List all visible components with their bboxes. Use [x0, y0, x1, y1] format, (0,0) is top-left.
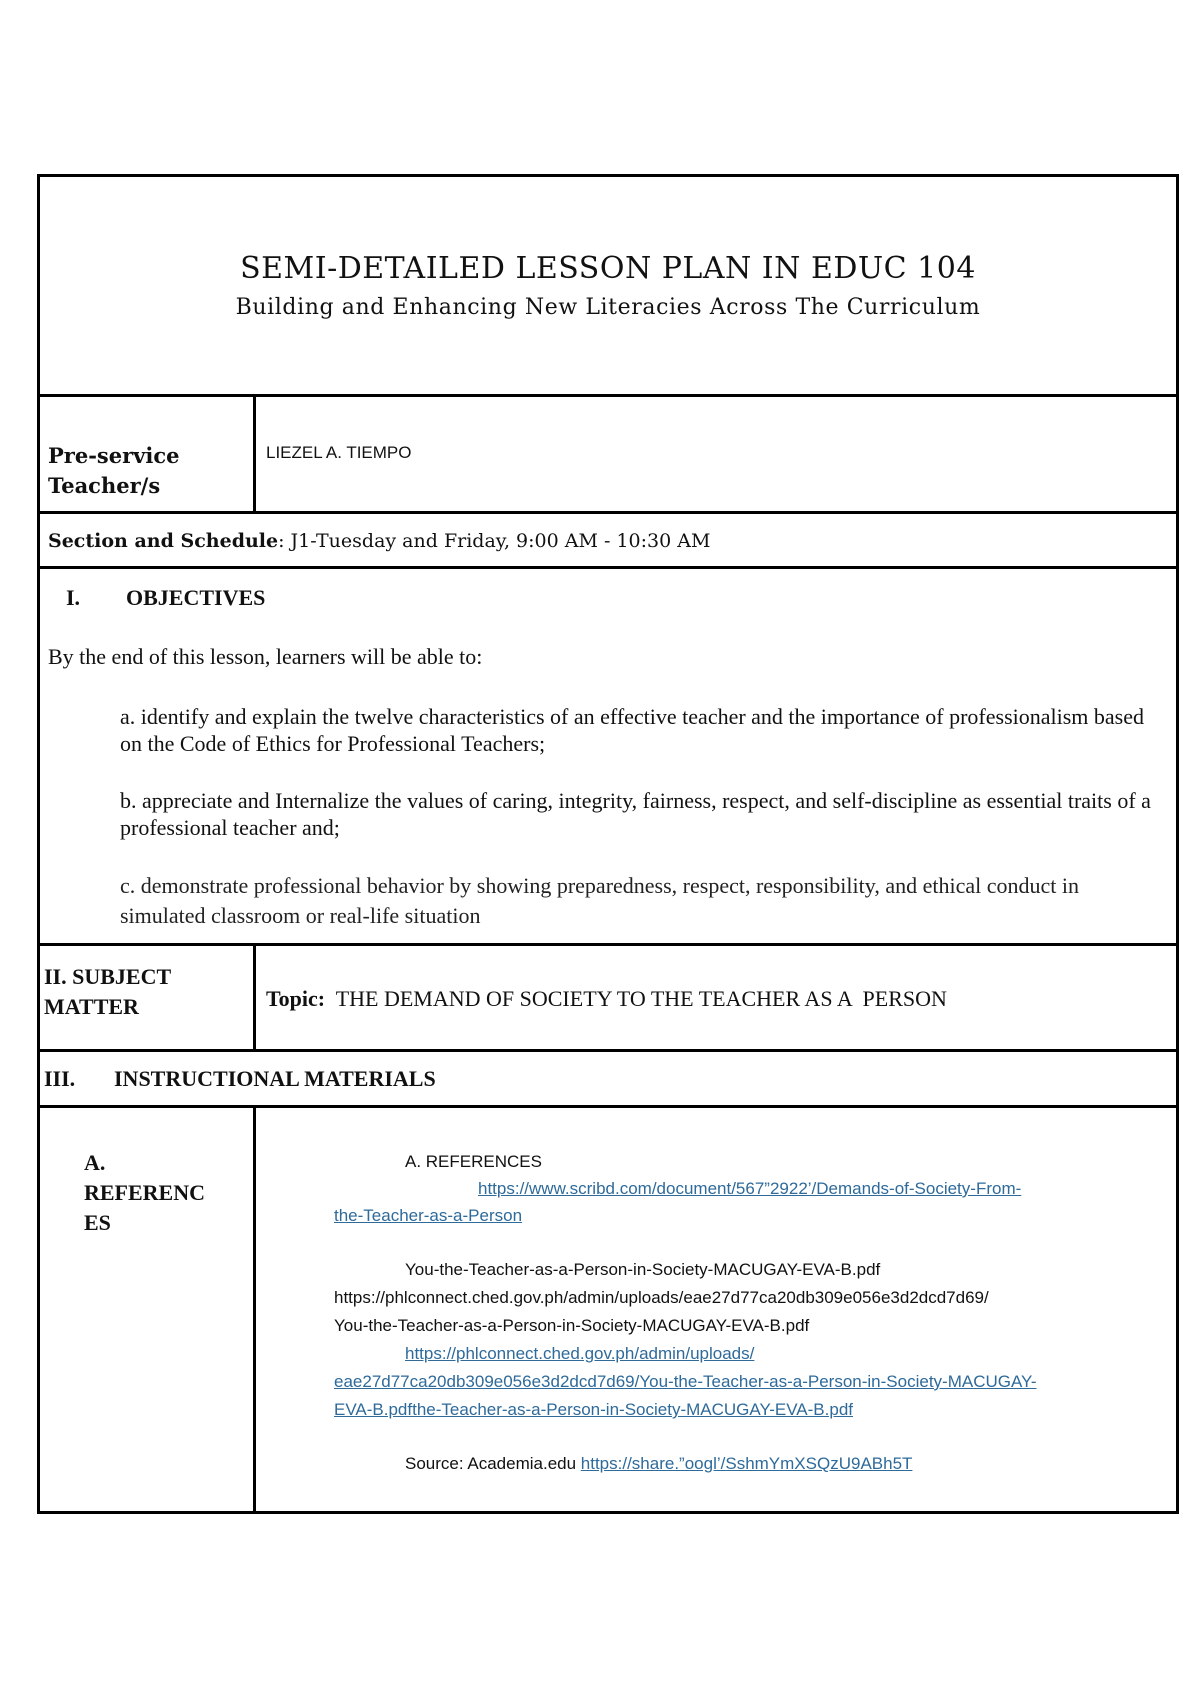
- materials-number: III.: [44, 1066, 76, 1091]
- objective-item-c: c. demonstrate professional behavior by showing preparedness, respect, responsibility, and ethical conduct in simulated classroom or real-life situation: [120, 873, 1079, 928]
- scribd-link-line2[interactable]: the-Teacher-as-a-Person: [334, 1206, 523, 1225]
- references-row: [40, 1105, 1176, 1511]
- subject-label-line1: II. SUBJECT: [44, 964, 172, 989]
- topic: [256, 946, 1176, 1049]
- teacher-label: [40, 397, 256, 511]
- reference-filename-2: You-the-Teacher-as-a-Person-in-Society-MACUGAY-EVA-B.pdf: [334, 1316, 810, 1335]
- objectives-title: OBJECTIVES: [126, 585, 266, 610]
- section-value: J1-Tuesday and Friday, 9:00 AM - 10:30 AM: [284, 530, 711, 552]
- references-label: [40, 1108, 256, 1511]
- ched-link-line1[interactable]: https://phlconnect.ched.gov.ph/admin/uploads/: [405, 1344, 755, 1363]
- subject-matter-label: [40, 946, 256, 1049]
- objective-item-a: a. identify and explain the twelve characteristics of an effective teacher and the importance of professionalism based on the Code of Ethics for Professional Teachers;: [120, 704, 1144, 756]
- document-subtitle: Building and Enhancing New Literacies Across The Curriculum: [235, 295, 981, 320]
- objectives-intro: By the end of this lesson, learners will be able to:: [48, 644, 483, 669]
- objective-item-b: b. appreciate and Internalize the values of caring, integrity, fairness, respect, and self-discipline as essential traits of a professional teacher and;: [120, 788, 1151, 840]
- source-line: [405, 1450, 912, 1478]
- scribd-link-line1[interactable]: https://www.scribd.com/document/567”2922’/Demands-of-Society-From-: [478, 1179, 1022, 1198]
- reference-filename: You-the-Teacher-as-a-Person-in-Society-MACUGAY-EVA-B.pdf: [405, 1260, 881, 1279]
- objectives-heading: [66, 585, 265, 611]
- references-heading: A. REFERENCES: [405, 1152, 542, 1171]
- reference-url-text: https://phlconnect.ched.gov.ph/admin/uploads/eae27d77ca20db309e056e3d2dcd7d69/: [334, 1288, 989, 1307]
- subject-matter-row: [40, 943, 1176, 1049]
- references-label-line3: ES: [84, 1210, 111, 1235]
- teacher-label-line1: Pre-service: [48, 443, 180, 468]
- lesson-plan-table: [37, 174, 1179, 1514]
- subject-label-line2: MATTER: [44, 994, 139, 1019]
- teacher-row: [40, 394, 1176, 511]
- section-separator: :: [278, 530, 285, 552]
- ched-link-line2[interactable]: eae27d77ca20db309e056e3d2dcd7d69/You-the-Teacher-as-a-Person-in-Society-MACUGAY-: [334, 1372, 1037, 1391]
- document-title: SEMI-DETAILED LESSON PLAN IN EDUC 104: [240, 251, 976, 286]
- teacher-name: LIEZEL A. TIEMPO: [266, 443, 412, 462]
- ched-link-line3[interactable]: EVA-B.pdfthe-Teacher-as-a-Person-in-Society-MACUGAY-EVA-B.pdf: [334, 1400, 854, 1419]
- topic-label: Topic:: [266, 986, 326, 1011]
- title-row: [40, 177, 1176, 394]
- objectives-row: [40, 566, 1176, 943]
- references-label-line1: A.: [84, 1150, 106, 1175]
- source-link[interactable]: https://share.”oogl’/SshmYmXSQzU9ABh5T: [580, 1454, 913, 1473]
- instructional-materials-row: [40, 1049, 1176, 1105]
- objectives-number: I.: [66, 585, 81, 610]
- section-schedule-row: [40, 511, 1176, 566]
- references-content: [256, 1108, 1176, 1511]
- source-label: Source: Academia.edu: [405, 1454, 581, 1473]
- references-label-line2: REFERENC: [84, 1180, 206, 1205]
- topic-value: THE DEMAND OF SOCIETY TO THE TEACHER AS A PERSON: [325, 986, 947, 1011]
- materials-heading: INSTRUCTIONAL MATERIALS: [114, 1066, 436, 1091]
- teacher-label-line2: Teacher/s: [48, 473, 161, 498]
- section-label: Section and Schedule: [48, 530, 279, 552]
